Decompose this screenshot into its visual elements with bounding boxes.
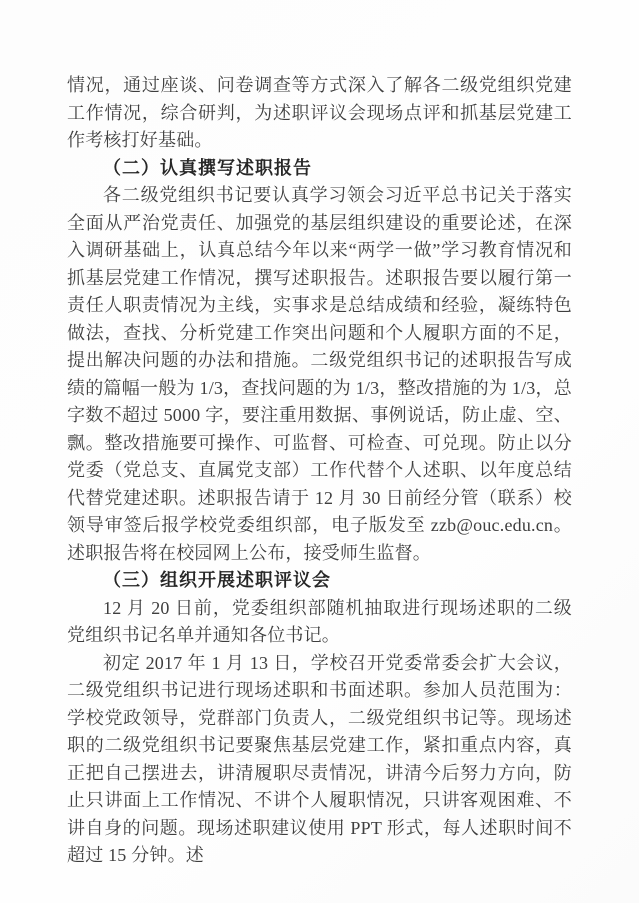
paragraph: 12 月 20 日前，党委组织部随机抽取进行现场述职的二级党组织书记名单并通知各位书记。 xyxy=(67,597,572,645)
paragraph: 初定 2017 年 1 月 13 日，学校召开党委常委会扩大会议，二级党组织书记进行现场述职和书面述职。参加人员范围为：学校党政领导，党群部门负责人，二级党组织书记等。现场述职的二级党组织书记要聚焦基层党建工作，紧扣重点内容，真正把自己摆进去，讲清履职尽责情况，讲清今后努力方向，防止只讲面上工作情况、不讲个人履职情况，只讲客观困难、不讲自身的问题。现场述职建议使用 PPT 形式，每人述职时间不超过 15 分钟。述 xyxy=(67,652,572,865)
paragraph: 情况，通过座谈、问卷调查等方式深入了解各二级党组织党建工作情况，综合研判，为述职评议会现场点评和抓基层党建工作考核打好基础。 xyxy=(67,75,572,150)
section-heading: （二）认真撰写述职报告 xyxy=(103,157,312,178)
document-body xyxy=(67,72,572,870)
paragraph: 各二级党组织书记要认真学习领会习近平总书记关于落实全面从严治党责任、加强党的基层组织建设的重要论述，在深入调研基础上，认真总结今年以来“两学一做”学习教育情况和抓基层党建工作情况，撰写述职报告。述职报告要以履行第一责任人职责情况为主线，实事求是总结成绩和经验，凝练特色做法，查找、分析党建工作突出问题和个人履职方面的不足，提出解决问题的办法和措施。二级党组织书记的述职报告写成绩的篇幅一般为 1/3，查找问题的为 1/3，整改措施的为 1/3，总字数不超过 5000 字，要注重用数据、事例说话，防止虚、空、飘。整改措施要可操作、可监督、可检查、可兑现。防止以分党委（党总支、直属党支部）工作代替个人述职、以年度总结代替党建述职。述职报告请于 12 月 30 日前经分管（联系）校领导审签后报学校党委组织部，电子版发至 zzb@ouc.edu.cn。述职报告将在校园网上公布，接受师生监督。 xyxy=(67,185,572,563)
section-heading: （三）组织开展述职评议会 xyxy=(103,570,331,590)
